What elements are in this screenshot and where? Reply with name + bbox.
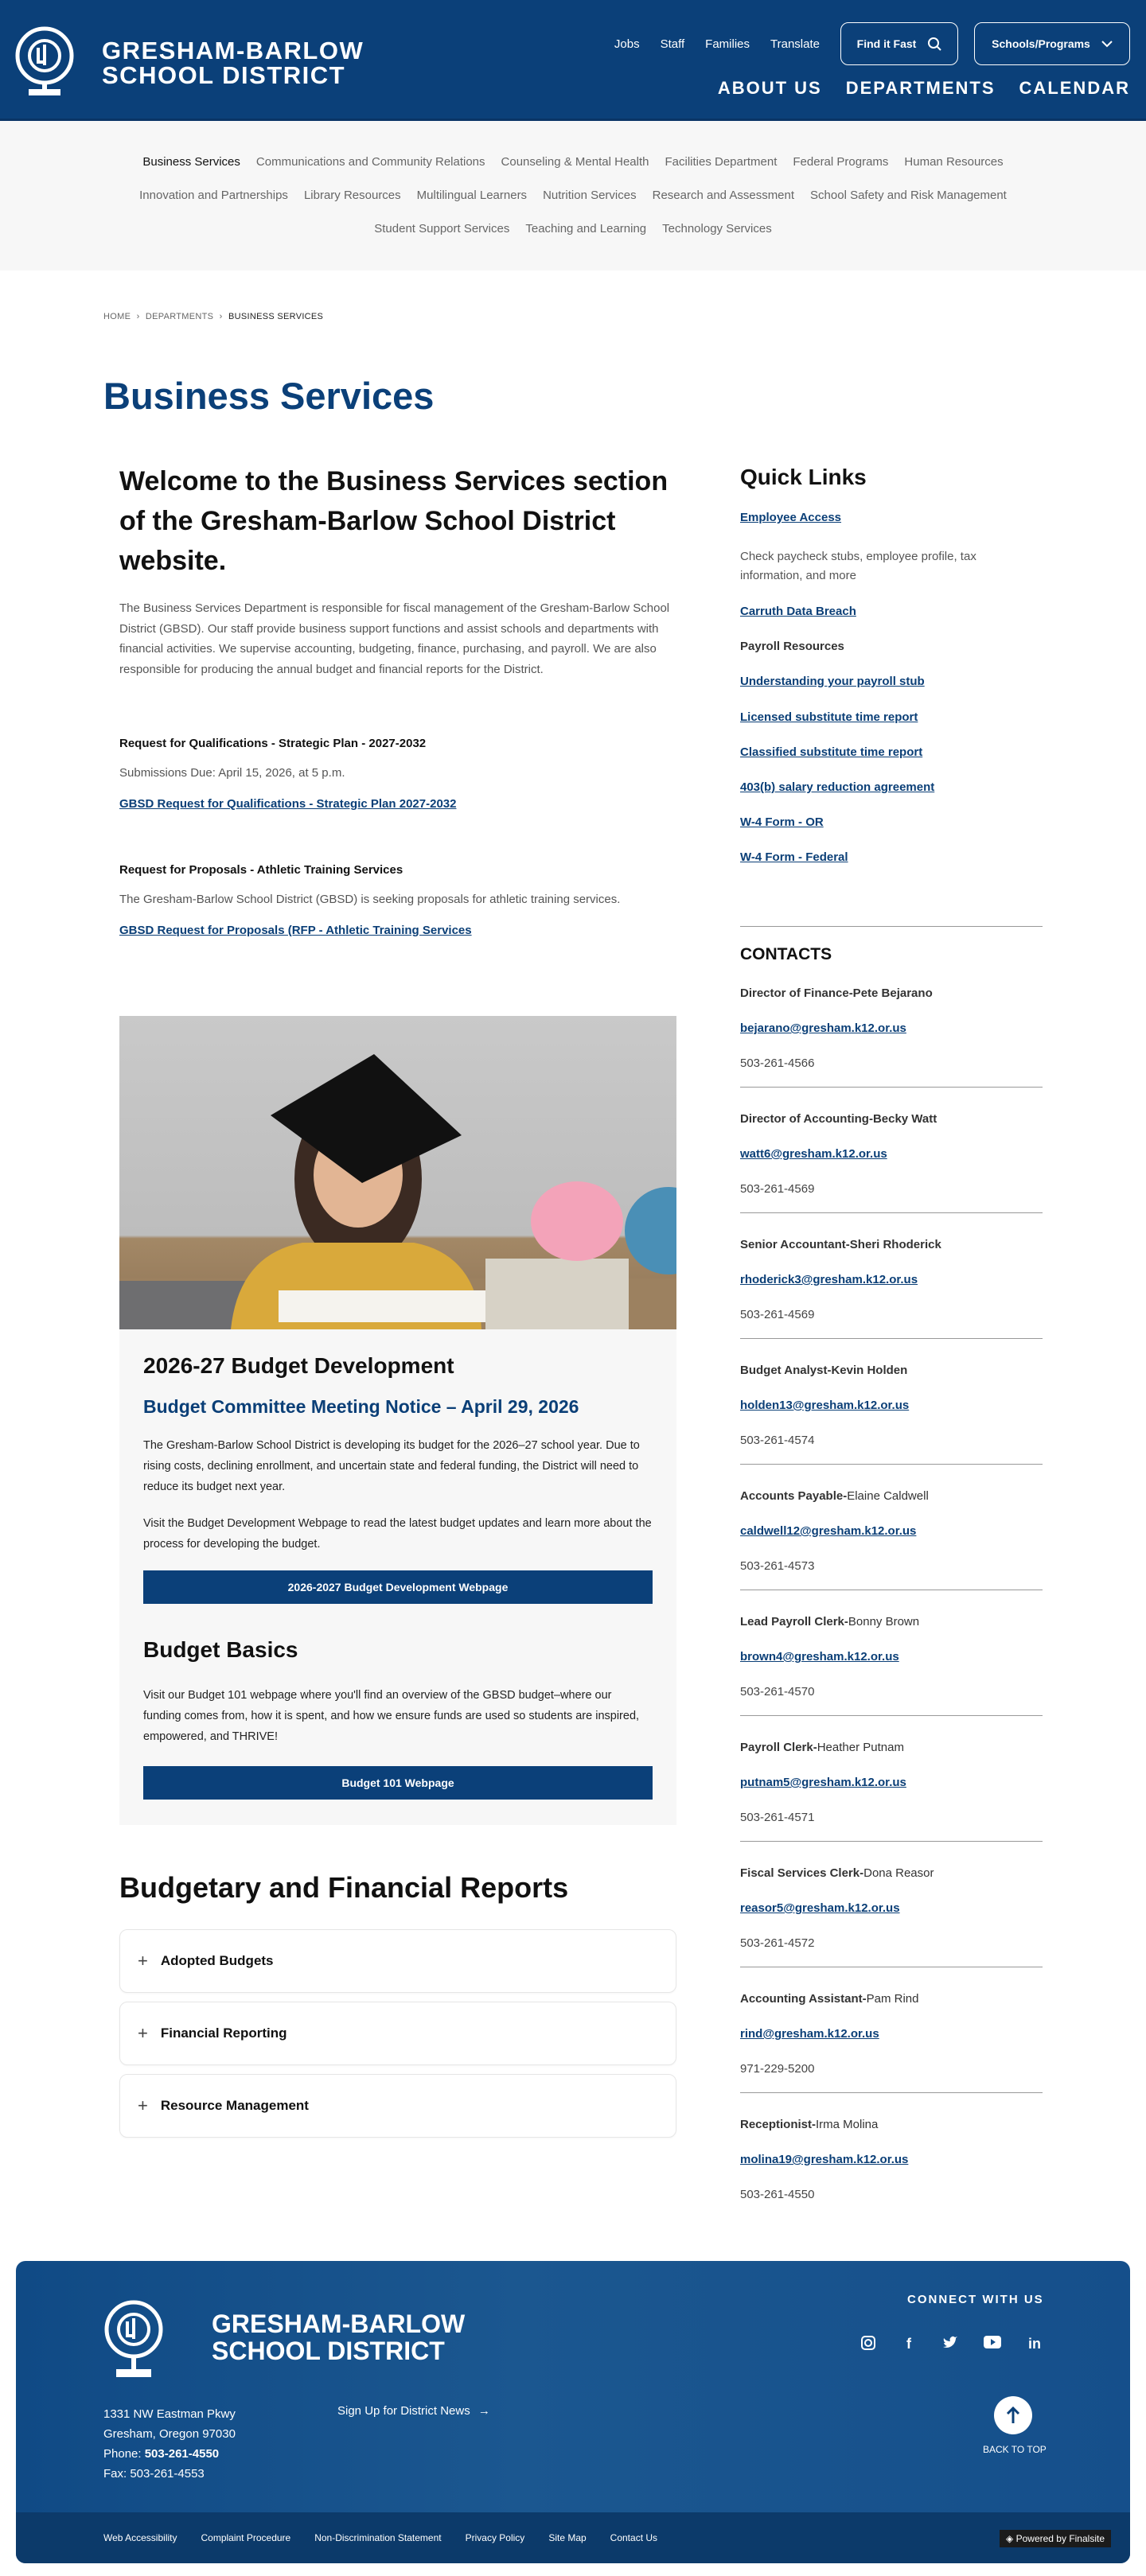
facebook-icon[interactable]: f [906,2336,911,2352]
contact-email[interactable]: watt6@gresham.k12.or.us [740,1147,887,1161]
footer-brand[interactable] [212,2310,465,2364]
budget-basics-text: Visit our Budget 101 webpage where you'll find an overview of the GBSD budget–where our funding comes from, how it is spent, and how we ensure funds are used so students are inspired, empowered, and THRIVE! [143,1689,640,1743]
subnav-research[interactable]: Research and Assessment [652,188,795,202]
arrow-up-icon [1006,2407,1020,2424]
footer-logo-icon[interactable] [103,2290,164,2385]
contact-email[interactable]: molina19@gresham.k12.or.us [740,2153,909,2166]
subnav-row [96,216,1050,240]
subnav-innovation[interactable]: Innovation and Partnerships [139,188,288,202]
contact-name: Bonny Brown [848,1615,920,1628]
quick-link-carruth[interactable]: Carruth Data Breach [740,605,856,618]
employee-access-description: Check paycheck stubs, employee profile, tax information, and more [740,550,976,582]
rfp-section [119,863,676,937]
footer-link-sitemap[interactable]: Site Map [548,2532,587,2543]
signup-link[interactable] [337,2404,490,2418]
footer-link-privacy[interactable]: Privacy Policy [465,2532,525,2543]
plus-icon: + [138,2023,148,2043]
student-photo-illustration [119,1016,676,1329]
chevron-down-icon [1101,41,1113,48]
back-to-top-button[interactable] [994,2396,1032,2434]
main-nav [718,78,1130,99]
fax-line: Fax: 503-261-4553 [103,2467,205,2481]
contact-phone: 503-261-4569 [740,1182,815,1196]
subnav-library[interactable]: Library Resources [303,188,401,202]
contact-role: Director of Accounting-Becky Watt [740,1112,937,1126]
subnav-technology[interactable]: Technology Services [662,221,772,235]
contact-role: Senior Accountant-Sheri Rhoderick [740,1238,941,1251]
search-icon [927,37,941,51]
footer-link-accessibility[interactable]: Web Accessibility [103,2532,177,2543]
divider [740,1715,1043,1716]
phone-number[interactable]: 503-261-4550 [144,2447,220,2461]
notice-link-text[interactable]: Budget Committee Meeting Notice – April 29, 2026 [143,1396,579,1417]
rfp-desc: The Gresham-Barlow School District (GBSD) is seeking proposals for athletic training services. [119,893,621,906]
nav-calendar[interactable]: CALENDAR [1019,78,1130,98]
find-it-fast-button[interactable] [840,22,958,65]
rfq-title: Request for Qualifications - Strategic Plan - 2027-2032 [119,737,427,750]
contact-phone: 503-261-4570 [740,1685,815,1699]
contact-email[interactable]: rind@gresham.k12.or.us [740,2027,879,2041]
contact-phone: 503-261-4574 [740,1434,815,1447]
quick-link-403b[interactable]: 403(b) salary reduction agreement [740,780,935,794]
divider [740,1464,1043,1465]
social-links [861,2336,1043,2352]
signup-label: Sign Up for District News [337,2404,470,2418]
contacts-heading: CONTACTS [740,945,832,963]
back-to-top-label: BACK TO TOP [983,2444,1047,2455]
contact-role: Accounting Assistant- [740,1992,867,2006]
contact-email[interactable]: bejarano@gresham.k12.or.us [740,1021,906,1035]
contact-role: Budget Analyst-Kevin Holden [740,1364,908,1377]
instagram-icon[interactable] [861,2336,875,2350]
arrow-right-icon: → [477,2404,490,2418]
divider [740,1841,1043,1842]
breadcrumb-separator: › [219,312,223,321]
subnav-row [96,183,1050,207]
footer-link-contact[interactable]: Contact Us [610,2532,658,2543]
footer-bottom-bar [16,2512,1130,2563]
powered-by-badge[interactable] [1000,2530,1111,2547]
welcome-heading: Welcome to the Business Services section of the Gresham-Barlow School District website. [119,466,668,576]
plus-icon: + [138,1951,148,1971]
quick-link-w4-or[interactable]: W-4 Form - OR [740,815,824,829]
subnav-facilities[interactable]: Facilities Department [665,154,778,169]
budget-paragraph-2: Visit the Budget Development Webpage to read the latest budget updates and learn more about the process for developing the budget. [143,1517,652,1551]
contact-role: Receptionist- [740,2118,817,2131]
contact-email[interactable]: holden13@gresham.k12.or.us [740,1399,910,1412]
util-link-translate[interactable]: Translate [770,37,820,51]
finalsite-icon: ◈ [1006,2533,1016,2544]
brand-line-1: GRESHAM-BARLOW [102,37,364,64]
budget-101-button[interactable]: Budget 101 Webpage [143,1766,653,1800]
contact-email[interactable]: reasor5@gresham.k12.or.us [740,1901,900,1915]
accordion-financial-reporting[interactable] [119,2002,676,2065]
accordion-label: Adopted Budgets [160,1953,274,1968]
payroll-resources-heading: Payroll Resources [740,640,844,653]
site-footer [16,2261,1130,2563]
util-link-jobs[interactable]: Jobs [614,37,640,51]
footer-link-nondiscrimination[interactable]: Non-Discrimination Statement [314,2532,442,2543]
brand-line-2: SCHOOL DISTRICT [102,61,346,89]
footer-address [103,2404,236,2484]
breadcrumb-departments[interactable]: DEPARTMENTS [145,312,214,321]
budget-photo [119,1016,676,1329]
contact-role: Lead Payroll Clerk- [740,1615,848,1628]
subnav-counseling[interactable]: Counseling & Mental Health [501,154,649,169]
subnav-human-resources[interactable]: Human Resources [904,154,1004,169]
quick-link-payroll-stub[interactable]: Understanding your payroll stub [740,675,925,688]
nav-departments[interactable]: DEPARTMENTS [845,78,996,98]
contact-email[interactable]: brown4@gresham.k12.or.us [740,1650,899,1664]
rfq-due: Submissions Due: April 15, 2026, at 5 p.m. [119,766,345,780]
rfq-link[interactable]: GBSD Request for Qualifications - Strategic Plan 2027-2032 [119,797,457,811]
intro-text: The Business Services Department is responsible for fiscal management of the Gresham-Barlow School District (GBSD). Our staff provide business support functions and assist schools and departments with financial activities. We supervise accounting, budgeting, finance, purchasing, and payroll. We are also responsible for producing the annual budget and financial reports for the District. [119,601,670,676]
breadcrumb-current: BUSINESS SERVICES [228,312,324,321]
subnav-multilingual[interactable]: Multilingual Learners [416,188,528,202]
contact-phone: 503-261-4571 [740,1811,815,1824]
accordion-label: Resource Management [160,2098,309,2113]
budget-heading: 2026-27 Budget Development [143,1353,454,1378]
subnav-communications[interactable]: Communications and Community Relations [255,154,485,169]
quick-link-licensed-sub[interactable]: Licensed substitute time report [740,710,918,724]
budget-paragraph-1: The Gresham-Barlow School District is developing its budget for the 2026–27 school year. Due to rising costs, declining enrollment, and uncertain state and federal funding, the District will need to reduce its budget next year. [143,1439,640,1493]
brand-name[interactable] [102,38,364,88]
rfp-link[interactable]: GBSD Request for Proposals (RFP - Athletic Training Services [119,924,472,937]
breadcrumb [103,312,323,321]
divider [740,2092,1043,2093]
budget-development-button[interactable]: 2026-2027 Budget Development Webpage [143,1570,653,1604]
district-logo-icon[interactable] [14,22,75,99]
schools-programs-label: Schools/Programs [992,37,1090,50]
quick-link-employee-access[interactable]: Employee Access [740,511,842,524]
util-link-families[interactable]: Families [705,37,750,51]
footer-brand-line-1: GRESHAM-BARLOW [212,2309,466,2338]
breadcrumb-home[interactable]: HOME [103,312,131,321]
contact-role: Fiscal Services Clerk- [740,1866,864,1880]
divider [740,926,1043,927]
footer-brand-line-2: SCHOOL DISTRICT [212,2337,445,2365]
page-title: Business Services [103,375,435,417]
budget-development-card [119,1329,676,1825]
contact-name: Dona Reasor [863,1866,934,1880]
breadcrumb-separator: › [136,312,140,321]
phone-label: Phone: [103,2447,145,2461]
site-header [0,0,1146,121]
contact-phone: 503-261-4569 [740,1308,815,1321]
contact-name: Irma Molina [816,2118,879,2131]
accordion-label: Financial Reporting [160,2025,287,2041]
subnav-student-support[interactable]: Student Support Services [374,221,510,235]
address-line-2: Gresham, Oregon 97030 [103,2427,236,2441]
rfq-section [119,737,676,811]
linkedin-icon[interactable]: in [1028,2336,1041,2352]
accordion-adopted-budgets[interactable] [119,1929,676,1993]
budget-basics-heading: Budget Basics [143,1637,298,1662]
contact-phone: 503-261-4566 [740,1056,815,1070]
subnav-teaching[interactable]: Teaching and Learning [525,221,647,235]
find-it-fast-label: Find it Fast [856,37,917,50]
nav-about-us[interactable]: ABOUT US [717,78,822,98]
utility-nav [614,22,1130,65]
reports-heading: Budgetary and Financial Reports [119,1871,569,1904]
quick-links-heading: Quick Links [740,465,867,489]
quick-link-w4-federal[interactable]: W-4 Form - Federal [740,850,848,864]
main-content [119,461,676,937]
powered-label: Powered by Finalsite [1015,2533,1105,2544]
contact-email[interactable]: rhoderick3@gresham.k12.or.us [740,1273,918,1286]
subnav-school-safety[interactable]: School Safety and Risk Management [810,188,1007,202]
phone-line [103,2444,236,2464]
budget-committee-notice-link[interactable] [143,1396,653,1418]
address-line-1: 1331 NW Eastman Pkwy [103,2407,236,2421]
contact-name: Heather Putnam [817,1741,904,1754]
divider [740,1212,1043,1213]
department-subnav [0,121,1146,270]
accordion-resource-management[interactable] [119,2074,676,2138]
schools-programs-dropdown[interactable] [974,22,1130,65]
contact-role: Payroll Clerk- [740,1741,817,1754]
contact-role: Director of Finance-Pete Bejarano [740,986,933,1000]
divider [740,1087,1043,1088]
contact-phone: 503-261-4550 [740,2188,815,2201]
plus-icon: + [138,2095,148,2115]
contact-phone: 503-261-4572 [740,1936,815,1950]
subnav-nutrition[interactable]: Nutrition Services [543,188,637,202]
rfp-title: Request for Proposals - Athletic Training Services [119,863,403,877]
subnav-federal-programs[interactable]: Federal Programs [793,154,889,169]
contact-name: Pam Rind [866,1992,919,2006]
contact-phone: 971-229-5200 [740,2062,815,2076]
contact-phone: 503-261-4573 [740,1559,815,1573]
footer-link-complaint[interactable]: Complaint Procedure [201,2532,291,2543]
contact-email[interactable]: putnam5@gresham.k12.or.us [740,1776,906,1789]
subnav-business-services[interactable]: Business Services [142,154,240,169]
twitter-icon[interactable] [942,2336,958,2350]
youtube-icon[interactable] [984,2336,1001,2348]
util-link-staff[interactable]: Staff [660,37,685,51]
contact-name: Elaine Caldwell [847,1489,929,1503]
contact-email[interactable]: caldwell12@gresham.k12.or.us [740,1524,917,1538]
contact-role: Accounts Payable- [740,1489,848,1503]
quick-link-classified-sub[interactable]: Classified substitute time report [740,745,923,759]
divider [740,1338,1043,1339]
subnav-row [96,150,1050,173]
connect-heading: CONNECT WITH US [907,2293,1044,2306]
